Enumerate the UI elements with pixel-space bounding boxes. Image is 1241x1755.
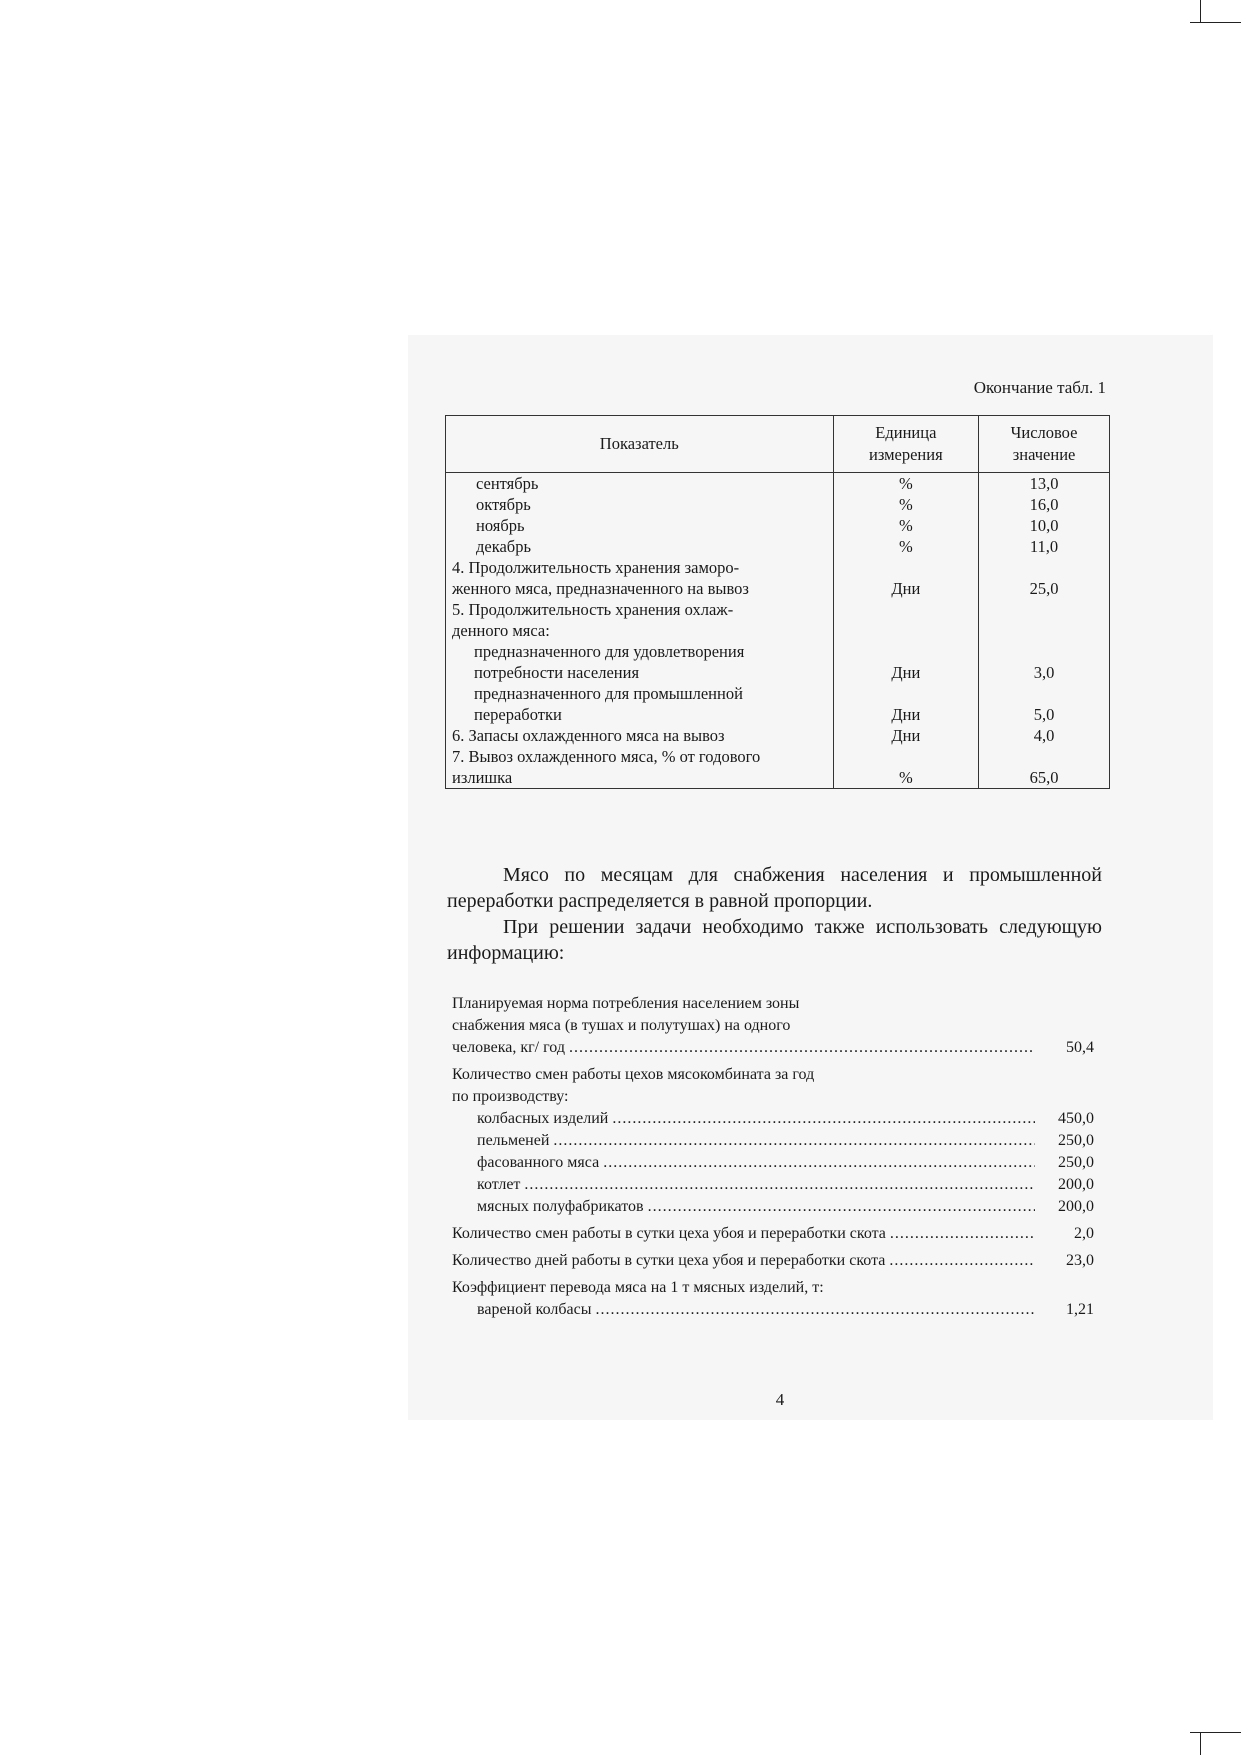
leader-dots <box>603 1154 1035 1172</box>
info-row <box>452 1252 1094 1274</box>
paragraph-info-text: При решении задачи необходимо также использовать следующую информацию: <box>447 916 1102 964</box>
row-unit: % <box>833 473 979 495</box>
row-label: 7. Вывоз охлажденного мяса, % от годового <box>446 746 834 767</box>
info-value: 2,0 <box>1074 1225 1094 1242</box>
info-label: пельменей <box>477 1132 550 1149</box>
row-unit <box>833 599 979 620</box>
leader-dots <box>596 1301 1036 1319</box>
info-value: 200,0 <box>1058 1176 1094 1193</box>
row-unit <box>833 746 979 767</box>
info-label: Количество дней работы в сутки цеха убоя и переработки скота <box>452 1252 886 1269</box>
row-unit: % <box>833 536 979 557</box>
row-label: женного мяса, предназначенного на вывоз <box>446 578 834 599</box>
table-row <box>446 620 1110 641</box>
info-value: 450,0 <box>1058 1110 1094 1127</box>
leader-dots <box>612 1110 1035 1128</box>
table-row <box>446 494 1110 515</box>
info-label: Коэффициент перевода мяса на 1 т мясных изделий, т: <box>452 1279 824 1296</box>
info-value: 23,0 <box>1066 1252 1094 1269</box>
info-row <box>452 1225 1094 1247</box>
row-label: 5. Продолжительность хранения охлаж- <box>446 599 834 620</box>
row-value: 13,0 <box>979 473 1110 495</box>
info-label: котлет <box>477 1176 521 1193</box>
info-value: 250,0 <box>1058 1154 1094 1171</box>
row-label: потребности населения <box>446 662 834 683</box>
row-label: излишка <box>446 767 834 789</box>
row-label: октябрь <box>446 494 834 515</box>
info-row <box>452 1279 1094 1301</box>
row-label: денного мяса: <box>446 620 834 641</box>
row-label: 4. Продолжительность хранения заморо- <box>446 557 834 578</box>
table-row <box>446 662 1110 683</box>
info-label: вареной колбасы <box>477 1301 592 1318</box>
leader-dots <box>889 1252 1035 1270</box>
table-row <box>446 515 1110 536</box>
row-label: переработки <box>446 704 834 725</box>
info-row <box>452 1088 1094 1110</box>
leader-dots <box>524 1176 1035 1194</box>
row-label: декабрь <box>446 536 834 557</box>
header-indicator: Показатель <box>446 416 834 473</box>
info-label: Планируемая норма потребления населением зоны <box>452 995 800 1012</box>
table-row <box>446 641 1110 662</box>
info-row <box>452 1110 1094 1132</box>
info-row <box>452 1176 1094 1198</box>
row-value <box>979 599 1110 620</box>
paragraph-info <box>447 914 1102 966</box>
row-value: 3,0 <box>979 662 1110 683</box>
info-label: Количество смен работы цехов мясокомбината за год <box>452 1066 815 1083</box>
table-row <box>446 725 1110 746</box>
info-value: 250,0 <box>1058 1132 1094 1149</box>
row-value: 11,0 <box>979 536 1110 557</box>
row-unit <box>833 557 979 578</box>
row-unit <box>833 620 979 641</box>
paragraph-distribution <box>447 862 1102 914</box>
row-label: 6. Запасы охлажденного мяса на вывоз <box>446 725 834 746</box>
crop-mark-top-right-v <box>1200 0 1201 22</box>
info-label: колбасных изделий <box>477 1110 609 1127</box>
page-number: 4 <box>775 1390 785 1409</box>
row-value <box>979 641 1110 662</box>
leader-dots <box>553 1132 1035 1150</box>
row-value: 65,0 <box>979 767 1110 789</box>
row-label: сентябрь <box>446 473 834 495</box>
table-caption: Окончание табл. 1 <box>973 378 1106 397</box>
header-value: Числовое значение <box>979 416 1110 473</box>
info-label: снабжения мяса (в тушах и полутушах) на одного <box>452 1017 791 1034</box>
table-header-row <box>446 416 1110 473</box>
info-row <box>452 1066 1094 1088</box>
info-label: фасованного мяса <box>477 1154 600 1171</box>
row-unit: % <box>833 515 979 536</box>
info-row <box>452 1301 1094 1323</box>
row-value: 4,0 <box>979 725 1110 746</box>
indicator-table <box>445 415 1110 789</box>
row-value <box>979 620 1110 641</box>
row-value <box>979 683 1110 704</box>
info-label: человека, кг/ год <box>452 1039 565 1056</box>
leader-dots <box>648 1198 1035 1216</box>
table-row <box>446 746 1110 767</box>
info-list <box>452 995 1094 1323</box>
info-row <box>452 995 1094 1017</box>
leader-dots <box>569 1039 1035 1057</box>
row-value: 5,0 <box>979 704 1110 725</box>
row-unit: Дни <box>833 704 979 725</box>
row-value: 10,0 <box>979 515 1110 536</box>
table-row <box>446 578 1110 599</box>
table-row <box>446 683 1110 704</box>
header-unit: Единица измерения <box>833 416 979 473</box>
info-label: Количество смен работы в сутки цеха убоя и переработки скота <box>452 1225 886 1242</box>
row-label: предназначенного для промышленной <box>446 683 834 704</box>
row-value <box>979 557 1110 578</box>
row-unit <box>833 683 979 704</box>
info-row <box>452 1132 1094 1154</box>
table-row <box>446 767 1110 789</box>
info-row <box>452 1154 1094 1176</box>
table-row <box>446 536 1110 557</box>
info-value: 50,4 <box>1066 1039 1094 1056</box>
crop-mark-bottom-right-v <box>1200 1732 1201 1755</box>
row-value: 25,0 <box>979 578 1110 599</box>
row-label: предназначенного для удовлетворения <box>446 641 834 662</box>
row-unit: % <box>833 494 979 515</box>
row-unit: Дни <box>833 725 979 746</box>
crop-mark-bottom-right-h <box>1190 1732 1241 1733</box>
leader-dots <box>890 1225 1035 1243</box>
row-unit: Дни <box>833 578 979 599</box>
table-row <box>446 599 1110 620</box>
table-body <box>446 473 1110 789</box>
info-row <box>452 1039 1094 1061</box>
table-row <box>446 473 1110 495</box>
info-label: мясных полуфабрикатов <box>477 1198 644 1215</box>
info-value: 1,21 <box>1066 1301 1094 1318</box>
row-value: 16,0 <box>979 494 1110 515</box>
crop-mark-top-right-h <box>1190 22 1241 23</box>
row-unit: Дни <box>833 662 979 683</box>
row-unit <box>833 641 979 662</box>
table-row <box>446 557 1110 578</box>
info-label: по производству: <box>452 1088 569 1105</box>
info-row <box>452 1198 1094 1220</box>
row-label: ноябрь <box>446 515 834 536</box>
info-row <box>452 1017 1094 1039</box>
paragraph-distribution-text: Мясо по месяцам для снабжения населения и промышленной переработки распределяется в равной пропорции. <box>447 864 1102 912</box>
info-value: 200,0 <box>1058 1198 1094 1215</box>
table-row <box>446 704 1110 725</box>
row-unit: % <box>833 767 979 789</box>
row-value <box>979 746 1110 767</box>
